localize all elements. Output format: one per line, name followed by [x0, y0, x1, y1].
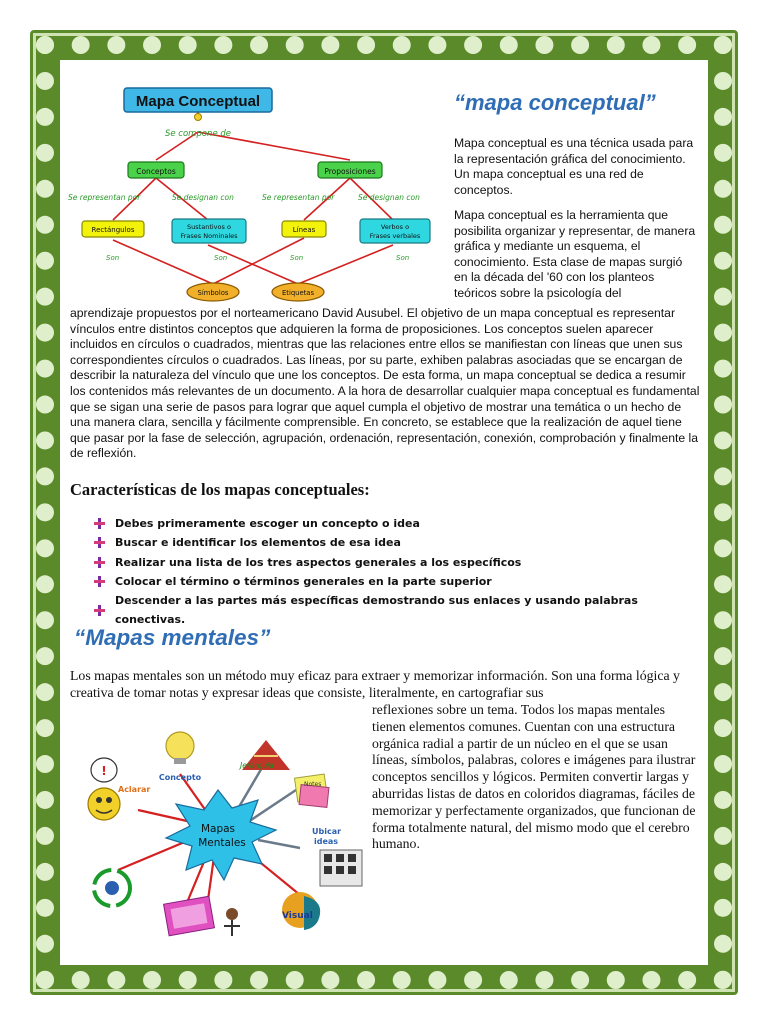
node-title-connector [195, 114, 202, 121]
node-sustantivos-text-1: Sustantivos o [187, 223, 231, 231]
list-item [94, 572, 700, 591]
link-label-designan-1: Se designan con [172, 193, 234, 202]
sticky-notes-back-icon [299, 785, 329, 808]
paragraph-tool-rest: aprendizaje propuestos por el norteamericano David Ausubel. El objetivo de un mapa conceptual es representar vínculos entre distintos conceptos que adquieren la forma de proposiciones. Los conceptos suelen aparecer incluidos en círculos o cuadrados, mientras que las relaciones entre ellos se manifiestan con líneas que unen sus correspondientes círculos o cuadrados. Las líneas, por su parte, exhiben palabras asociadas que se encargan de describir la naturaleza del vínculo que une los conceptos. De esta forma, un mapa conceptual se dedica a resumir los contenidos más relevantes de un documento. A la hora de desarrollar cualquier mapa conceptual es fundamental que se sigan una serie de pasos para lograr que aquel cumpla el objetivo de mostrar una temática o un hecho de una manera clara, sencilla y fácilmente comprensible. En concreto, se establece que la realización de aquel tiene que pasar por la fase de selección, agrupación, ordenación, representación, conexión, comprobación y finalmente la de reflexión. [70, 306, 700, 461]
bullet-plus-icon [94, 576, 105, 587]
grid-cell-icon [336, 854, 344, 862]
list-item-text: Realizar una lista de los tres aspectos generales a los específicos [115, 555, 522, 569]
label-visual: Visual [282, 911, 313, 921]
list-item [94, 553, 700, 572]
section-title-mapas-mentales: “Mapas mentales” [74, 625, 271, 650]
person-head-icon [226, 908, 238, 920]
grid-cell-icon [324, 854, 332, 862]
label-aclarar: Aclarar [118, 785, 151, 794]
node-verbos-text-2: Frases verbales [369, 232, 421, 240]
list-item-text: Buscar e identificar los elementos de esa idea [115, 536, 401, 550]
list-item [94, 591, 700, 630]
recycle-clock-icon [105, 881, 119, 895]
smiley-eye-icon [106, 797, 112, 803]
link-label-son-1: Son [106, 254, 120, 262]
lightbulb-icon [166, 732, 194, 760]
bullet-plus-icon [94, 537, 105, 548]
label-jerarquia: Jerarquía [240, 761, 274, 770]
bullet-plus-icon [94, 557, 105, 568]
link-label-compone: Se compone de [164, 129, 232, 139]
list-item [94, 514, 700, 533]
label-ubicar-2: ideas [314, 837, 339, 846]
content-area [68, 70, 700, 950]
chain-ubicar [258, 840, 300, 848]
label-center-1: Mapas [200, 823, 236, 835]
concept-map-diagram [68, 80, 436, 312]
mind-map-illustration [68, 700, 368, 950]
link-verbos-etiq [298, 245, 393, 284]
icon-grid [320, 850, 362, 886]
node-conceptos-text: Conceptos [136, 167, 176, 176]
central-starburst [166, 790, 276, 880]
link-label-representan-1: Se representan por [68, 193, 141, 202]
link-label-son-4: Son [396, 254, 410, 262]
grid-cell-icon [348, 854, 356, 862]
node-lineas-text: Líneas [292, 226, 316, 234]
link-label-son-2: Son [214, 254, 228, 262]
link-rect-simb [113, 240, 213, 284]
link-label-representan-2: Se representan por [262, 193, 335, 202]
link-label-son-3: Son [290, 254, 304, 262]
exclamation-icon: ! [101, 764, 107, 778]
node-sustantivos-text-2: Frases Nominales [180, 232, 238, 240]
node-simbolos-text: Símbolos [197, 289, 229, 297]
bullet-list [94, 514, 700, 630]
smiley-face-icon [88, 788, 120, 820]
grid-cell-icon [348, 866, 356, 874]
heading-caracteristicas: Características de los mapas conceptuales: [70, 480, 370, 499]
node-proposiciones-text: Proposiciones [324, 167, 376, 176]
node-etiquetas-text: Etiquetas [281, 289, 315, 297]
section-title-mapa-conceptual: “mapa conceptual” [454, 90, 656, 115]
node-title-text: Mapa Conceptual [135, 93, 261, 110]
list-item [94, 533, 700, 552]
link-label-designan-2: Se designan con [358, 193, 420, 202]
paragraph-tool-top: Mapa conceptual es la herramienta que posibilita organizar y representar, de manera gráfica y mediante un esquema, el conocimiento. Esta clase de mapas surgió en la década del '60 con los planteos teóricos sobre la psicología del [454, 208, 696, 300]
person-body-icon [224, 920, 240, 936]
grid-cell-icon [336, 866, 344, 874]
list-item-text: Colocar el término o términos generales en la parte superior [115, 574, 492, 588]
smiley-eye-icon [96, 797, 102, 803]
list-item-text: Descender a las partes más específicas demostrando sus enlaces y usando palabras conectivas. [115, 594, 638, 627]
bullet-plus-icon [94, 605, 105, 616]
lightbulb-base-icon [174, 758, 186, 764]
label-notes: Notes [304, 781, 322, 788]
list-item-text: Debes primeramente escoger un concepto o idea [115, 517, 420, 530]
node-rectangulos-text: Rectángulos [91, 226, 135, 234]
label-concepto: Concepto [158, 773, 202, 782]
paragraph-definition: Mapa conceptual es una técnica usada para la representación gráfica del conocimiento. Un mapa conceptual es una red de conceptos. [454, 136, 694, 197]
node-verbos-text-1: Verbos o [380, 223, 410, 231]
paragraph-mapas-mentales-top: Los mapas mentales son un método muy eficaz para extraer y memorizar información. Son una forma lógica y creativa de tomar notas y expresar ideas que consiste, literalmente, en cartografiar sus [70, 668, 680, 700]
grid-cell-icon [324, 866, 332, 874]
paragraph-mapas-mentales-right: reflexiones sobre un tema. Todos los mapas mentales tienen elementos comunes. Cuentan con una estructura orgánica radial a partir de un núcleo en el que se usan líneas, símbolos, palabras, colores e imágenes para ilustrar conceptos sencillos y lógicos. Permiten convertir largas y aburridas listas de datos en coloridos diagramas, fáciles de memorizar y perfectamente organizados, que funcionan de forma totalmente natural, del mismo modo que el cerebro humano. [372, 702, 696, 852]
bullet-plus-icon [94, 518, 105, 529]
label-ubicar-1: Ubicar [312, 827, 342, 836]
label-center-2: Mentales [198, 837, 246, 849]
